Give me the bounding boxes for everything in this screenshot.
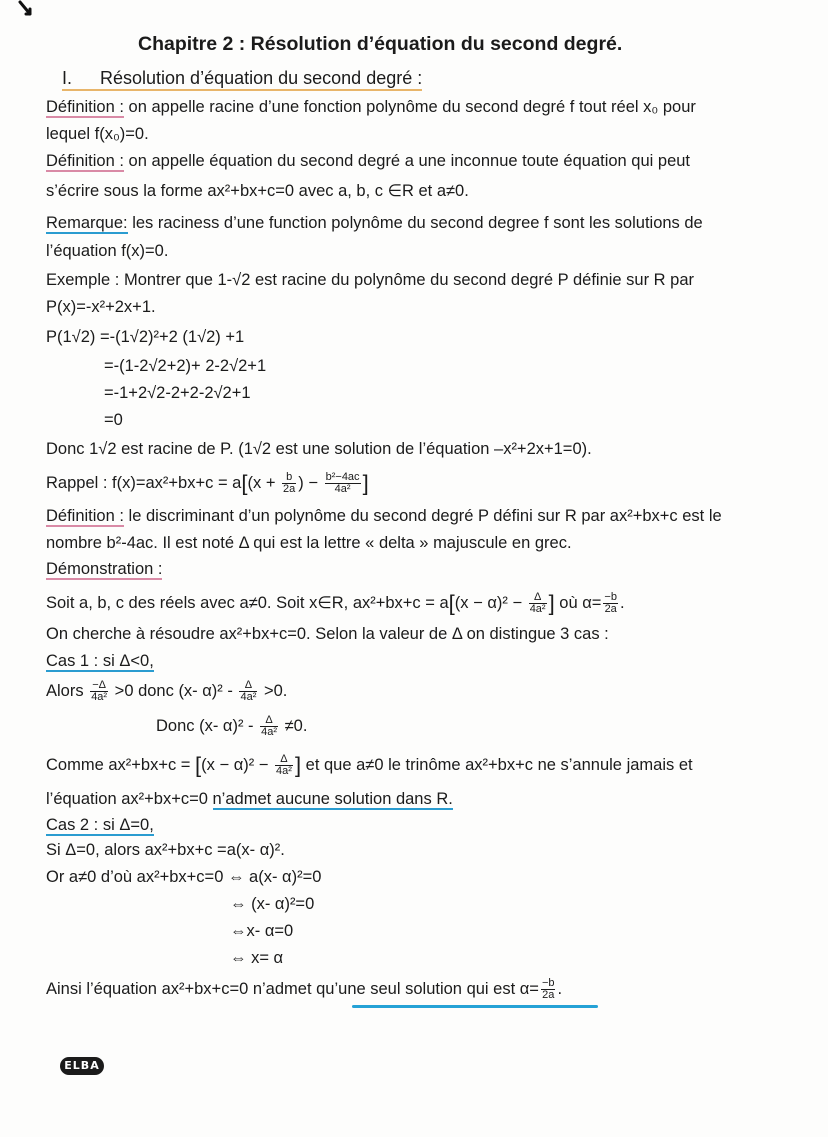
case-1-label: Cas 1 : si Δ<0,: [46, 652, 154, 670]
bracket-open: [: [195, 752, 202, 778]
rappel-formula: [46, 468, 369, 499]
fraction-alpha: $\frac{-b}{2a}$: [541, 977, 555, 1002]
rappel-inner-open: (x +: [247, 474, 281, 492]
demonstration-line-2: On cherche à résoudre ax²+bx+c=0. Selon la valeur de Δ on distingue 3 cas :: [46, 625, 609, 643]
case-1-alors: [46, 676, 287, 706]
example-line-1: Exemple : Montrer que 1-√2 est racine du polynôme du second degré P définie sur R par: [46, 271, 695, 289]
comme-text-c: et que a≠0 le trinôme ax²+bx+c ne s’annule jamais et: [301, 756, 693, 774]
case-1-heading: [46, 650, 154, 672]
definition-text: le discriminant d’un polynôme du second degré P défini sur R par ax²+bx+c est le: [123, 507, 722, 525]
case-2-line-5: ⇔ x= α: [230, 949, 284, 967]
section-heading: [62, 67, 422, 91]
comme-text-a: Comme ax²+bx+c =: [46, 756, 196, 774]
definition-2-line-1: [46, 150, 690, 172]
demo-text-a: Soit a, b, c des réels avec a≠0. Soit x∈R, ax²+bx+c = a: [46, 594, 449, 612]
demonstration-line-1: [46, 588, 625, 619]
definition-label: Définition :: [46, 98, 124, 116]
definition-3-line-1: [46, 505, 722, 527]
demo-text-b: (x − α)² −: [454, 594, 527, 612]
case-1-comme: [46, 750, 693, 781]
page-title: Chapitre 2 : Résolution d’équation du second degré.: [138, 33, 623, 55]
remark-label: Remarque:: [46, 214, 128, 232]
case-2-heading: [46, 814, 154, 836]
alors-text-b: >0 donc (x- α)² -: [110, 682, 238, 700]
demonstration-label: Démonstration :: [46, 560, 163, 578]
demonstration-label-line: [46, 558, 162, 580]
case-2-ainsi: [46, 974, 562, 1004]
section-number: I.: [62, 68, 73, 88]
conclusion-text-a: l’équation ax²+bx+c=0: [46, 790, 213, 808]
example-calc-1: P(1√2) =-(1√2)²+2 (1√2) +1: [46, 328, 245, 346]
bracket-close: ]: [294, 752, 302, 778]
alors-text-c: >0.: [259, 682, 288, 700]
fraction-delta: $\frac{\Delta}{\text{4a²}}$: [240, 679, 257, 704]
section-label: Résolution d’équation du second degré :: [100, 68, 423, 88]
alors-text-a: Alors: [46, 682, 89, 700]
case-2-label: Cas 2 : si Δ=0,: [46, 816, 154, 834]
donc-text-b: ≠0.: [280, 717, 308, 735]
fraction-delta-over-4a2: $\frac{\Delta}{\text{4a²}}$: [529, 591, 546, 616]
comme-text-b: (x − α)² −: [201, 756, 274, 774]
fraction-b-over-2a: $\frac{b}{2a}$: [283, 471, 296, 496]
definition-3-line-2: nombre b²-4ac. Il est noté Δ qui est la lettre « delta » majuscule en grec.: [46, 534, 572, 552]
fraction-alpha: $\frac{-b}{2a}$: [604, 591, 617, 616]
remark-text: les raciness d’une function polynôme du second degree f sont les solutions de: [127, 214, 703, 232]
example-calc-3: =-1+2√2-2+2-2√2+1: [104, 384, 251, 402]
example-conclusion: Donc 1√2 est racine de P. (1√2 est une solution de l’équation –x²+2x+1=0).: [46, 440, 592, 458]
definition-text: on appelle racine d’une fonction polynôme du second degré f tout réel x₀ pour: [123, 98, 696, 116]
donc-text-a: Donc (x- α)² -: [156, 717, 259, 735]
case-2-line-1: Si Δ=0, alors ax²+bx+c =a(x- α)².: [46, 841, 285, 859]
definition-text: on appelle équation du second degré a une inconnue toute équation qui peut: [123, 152, 691, 170]
demo-text-c: où α=: [554, 594, 602, 612]
bracket-open: [: [241, 470, 248, 496]
definition-1-line-1: [46, 96, 696, 118]
definition-1-line-2: lequel f(x₀)=0.: [46, 125, 149, 143]
case-2-line-4: ⇔x- α=0: [230, 922, 294, 940]
case-2-line-2: Or a≠0 d’où ax²+bx+c=0 ⇔ a(x- α)²=0: [46, 868, 322, 886]
definition-label: Définition :: [46, 507, 124, 525]
case-1-donc: [156, 711, 307, 741]
case-2-line-3: ⇔ (x- α)²=0: [230, 895, 315, 913]
definition-label: Définition :: [46, 152, 124, 170]
example-calc-4: =0: [104, 411, 123, 429]
remark-line-2: l’équation f(x)=0.: [46, 242, 169, 260]
ainsi-text-b: .: [557, 980, 563, 998]
highlight-underline: [352, 1005, 598, 1008]
bracket-open: [: [448, 590, 455, 616]
rappel-prefix: Rappel : f(x)=ax²+bx+c = a: [46, 474, 242, 492]
fraction-delta: $\frac{\Delta}{\text{4a²}}$: [261, 714, 278, 739]
rappel-mid: ) −: [298, 474, 323, 492]
elba-logo-badge: ELBA: [60, 1057, 104, 1075]
demo-text-d: .: [619, 594, 625, 612]
fraction-neg-delta: $\frac{-\Delta}{\text{4a²}}$: [91, 679, 108, 704]
definition-2-line-2: s’écrire sous la forme ax²+bx+c=0 avec a, b, c ∈R et a≠0.: [46, 182, 469, 200]
remark-line-1: [46, 212, 703, 234]
fraction-discriminant: $\frac{\text{b²−4ac}}{\text{4a²}}$: [325, 471, 360, 496]
bracket-close: ]: [362, 470, 369, 496]
corner-arrow-mark: [18, 0, 36, 22]
example-line-2: P(x)=-x²+2x+1.: [46, 298, 156, 316]
fraction-delta: $\frac{\Delta}{\text{4a²}}$: [276, 753, 292, 778]
case-1-conclusion: [46, 788, 453, 810]
conclusion-highlight: n’admet aucune solution dans R.: [212, 790, 453, 808]
bracket-close: ]: [548, 590, 555, 616]
example-calc-2: =-(1-2√2+2)+ 2-2√2+1: [104, 357, 267, 375]
ainsi-text-a: Ainsi l’équation ax²+bx+c=0 n’admet qu’une seul solution qui est α=: [46, 980, 539, 998]
